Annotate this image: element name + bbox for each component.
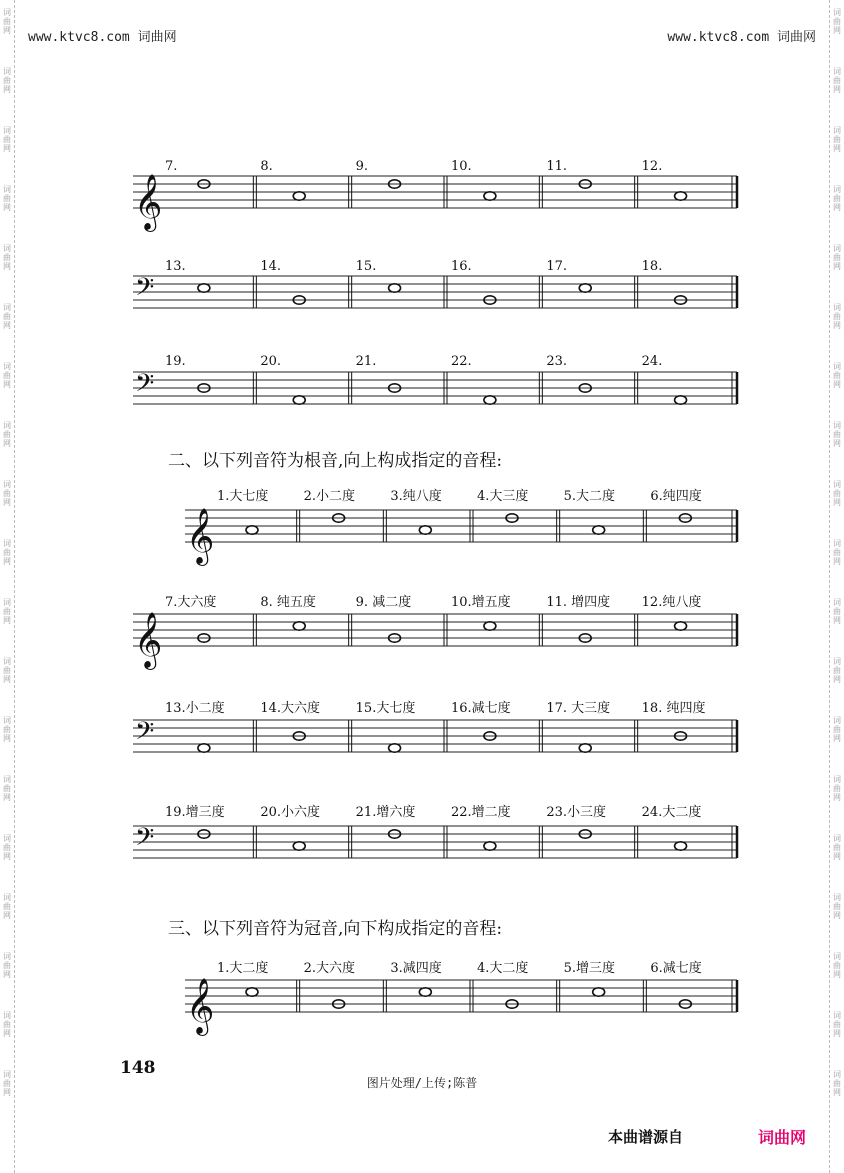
interval-label: 23.小三度 (546, 805, 607, 820)
interval-label: 24. (641, 354, 663, 369)
interval-label: 10.增五度 (451, 595, 511, 610)
interval-label: 20.小六度 (260, 805, 321, 820)
watermark-chars: 词 曲 网 (3, 1070, 11, 1097)
bass-clef-icon: 𝄢 (135, 823, 155, 858)
interval-label: 6.减七度 (650, 961, 702, 976)
interval-label: 17. (546, 259, 568, 274)
watermark-chars: 词 曲 网 (3, 67, 11, 94)
interval-label: 2.大六度 (303, 961, 356, 976)
interval-label: 19. (165, 354, 186, 369)
note-head (293, 192, 305, 200)
watermark-chars: 词 曲 网 (833, 539, 841, 566)
watermark-chars: 词 曲 网 (3, 126, 11, 153)
watermark-chars: 词 曲 网 (833, 893, 841, 920)
interval-label: 3.纯八度 (390, 489, 442, 504)
watermark-chars: 词 曲 网 (833, 952, 841, 979)
interval-label: 1.大二度 (217, 961, 269, 976)
watermark-chars: 词 曲 网 (833, 716, 841, 743)
upload-credit: 图片处理/上传;陈普 (366, 1076, 478, 1090)
note-head (675, 842, 687, 850)
interval-label: 13. (165, 259, 186, 274)
watermark-chars: 词 曲 网 (3, 893, 11, 920)
watermark-chars: 词 曲 网 (833, 362, 841, 389)
watermark-chars: 词 曲 网 (833, 67, 841, 94)
source-label: 本曲谱源自 (608, 1128, 684, 1146)
note-head (484, 842, 496, 850)
interval-label: 9. (355, 159, 369, 174)
interval-label: 24.大二度 (641, 805, 702, 820)
interval-label: 11. 增四度 (546, 595, 611, 610)
watermark-chars: 词 曲 网 (833, 185, 841, 212)
watermark-chars: 词 曲 网 (833, 598, 841, 625)
note-head (419, 526, 431, 534)
interval-label: 21.增六度 (355, 805, 416, 820)
note-head (246, 988, 258, 996)
note-head (198, 284, 210, 292)
note-head (484, 192, 496, 200)
interval-label: 14.大六度 (260, 701, 321, 716)
interval-label: 22.增二度 (451, 805, 511, 820)
section-heading-2: 二、以下列音符为根音,向上构成指定的音程: (168, 451, 503, 471)
site-url-right: www.ktvc8.com 词曲网 (667, 30, 816, 45)
watermark-chars: 词 曲 网 (833, 421, 841, 448)
watermark-chars: 词 曲 网 (3, 834, 11, 861)
note-head (293, 842, 305, 850)
watermark-chars: 词 曲 网 (833, 1011, 841, 1038)
interval-label: 11. (546, 159, 568, 174)
note-head (246, 526, 258, 534)
watermark-chars: 词 曲 网 (833, 480, 841, 507)
interval-label: 16.减七度 (451, 701, 511, 716)
interval-label: 18. (641, 259, 663, 274)
treble-clef-icon: 𝄞 (186, 508, 215, 564)
note-head (419, 988, 431, 996)
watermark-chars: 词 曲 网 (833, 834, 841, 861)
note-head (484, 622, 496, 630)
watermark-chars: 词 曲 网 (833, 8, 841, 35)
interval-label: 7. (165, 159, 178, 174)
watermark-chars: 词 曲 网 (833, 126, 841, 153)
interval-label: 21. (355, 354, 377, 369)
note-head (675, 622, 687, 630)
watermark-chars: 词 曲 网 (833, 657, 841, 684)
interval-label: 1.大七度 (217, 489, 269, 504)
watermark-chars: 词 曲 网 (3, 8, 11, 35)
bass-clef-icon: 𝄢 (135, 369, 155, 404)
bass-clef-icon: 𝄢 (135, 273, 155, 308)
interval-label: 18. 纯四度 (641, 701, 706, 716)
interval-label: 16. (451, 259, 472, 274)
watermark-chars: 词 曲 网 (3, 775, 11, 802)
note-head (389, 284, 401, 292)
page-number: 148 (120, 1058, 156, 1078)
watermark-chars: 词 曲 网 (3, 362, 11, 389)
note-head (293, 396, 305, 404)
interval-label: 14. (260, 259, 282, 274)
note-head (593, 988, 605, 996)
treble-clef-icon: 𝄞 (186, 978, 215, 1034)
watermark-chars: 词 曲 网 (3, 657, 11, 684)
watermark-chars: 词 曲 网 (3, 421, 11, 448)
watermark-chars: 词 曲 网 (3, 480, 11, 507)
site-url-left: www.ktvc8.com 词曲网 (28, 30, 177, 45)
note-head (593, 526, 605, 534)
interval-label: 4.大三度 (477, 489, 529, 504)
watermark-chars: 词 曲 网 (3, 952, 11, 979)
interval-label: 15.大七度 (355, 701, 416, 716)
interval-label: 9. 减二度 (355, 595, 412, 610)
interval-label: 2.小二度 (303, 489, 356, 504)
note-head (675, 396, 687, 404)
watermark-chars: 词 曲 网 (3, 185, 11, 212)
note-head (389, 744, 401, 752)
watermark-chars: 词 曲 网 (3, 1011, 11, 1038)
note-head (484, 396, 496, 404)
interval-label: 12. (641, 159, 663, 174)
interval-label: 23. (546, 354, 568, 369)
note-head (293, 622, 305, 630)
watermark-chars: 词 曲 网 (3, 598, 11, 625)
section-heading-3: 三、以下列音符为冠音,向下构成指定的音程: (168, 919, 503, 939)
interval-label: 15. (355, 259, 377, 274)
interval-label: 12.纯八度 (641, 595, 702, 610)
interval-label: 5.增三度 (563, 961, 616, 976)
treble-clef-icon: 𝄞 (134, 174, 163, 230)
interval-label: 3.减四度 (390, 961, 442, 976)
interval-label: 6.纯四度 (650, 489, 702, 504)
watermark-chars: 词 曲 网 (833, 244, 841, 271)
watermark-chars: 词 曲 网 (3, 716, 11, 743)
interval-label: 8. (260, 159, 273, 174)
interval-label: 7.大六度 (165, 595, 217, 610)
interval-label: 10. (451, 159, 472, 174)
interval-label: 4.大二度 (477, 961, 529, 976)
watermark-chars: 词 曲 网 (833, 303, 841, 330)
note-head (198, 744, 210, 752)
interval-label: 5.大二度 (563, 489, 616, 504)
treble-clef-icon: 𝄞 (134, 612, 163, 668)
interval-label: 17. 大三度 (546, 701, 611, 716)
watermark-chars: 词 曲 网 (833, 1070, 841, 1097)
interval-label: 20. (260, 354, 282, 369)
brand-logo: 词曲网 (758, 1128, 807, 1147)
interval-label: 8. 纯五度 (260, 595, 316, 610)
watermark-chars: 词 曲 网 (3, 244, 11, 271)
bass-clef-icon: 𝄢 (135, 717, 155, 752)
watermark-chars: 词 曲 网 (3, 539, 11, 566)
note-head (579, 744, 591, 752)
watermark-chars: 词 曲 网 (833, 775, 841, 802)
watermark-chars: 词 曲 网 (3, 303, 11, 330)
note-head (675, 192, 687, 200)
note-head (579, 284, 591, 292)
interval-label: 13.小二度 (165, 701, 225, 716)
interval-label: 19.增三度 (165, 805, 225, 820)
interval-label: 22. (451, 354, 472, 369)
